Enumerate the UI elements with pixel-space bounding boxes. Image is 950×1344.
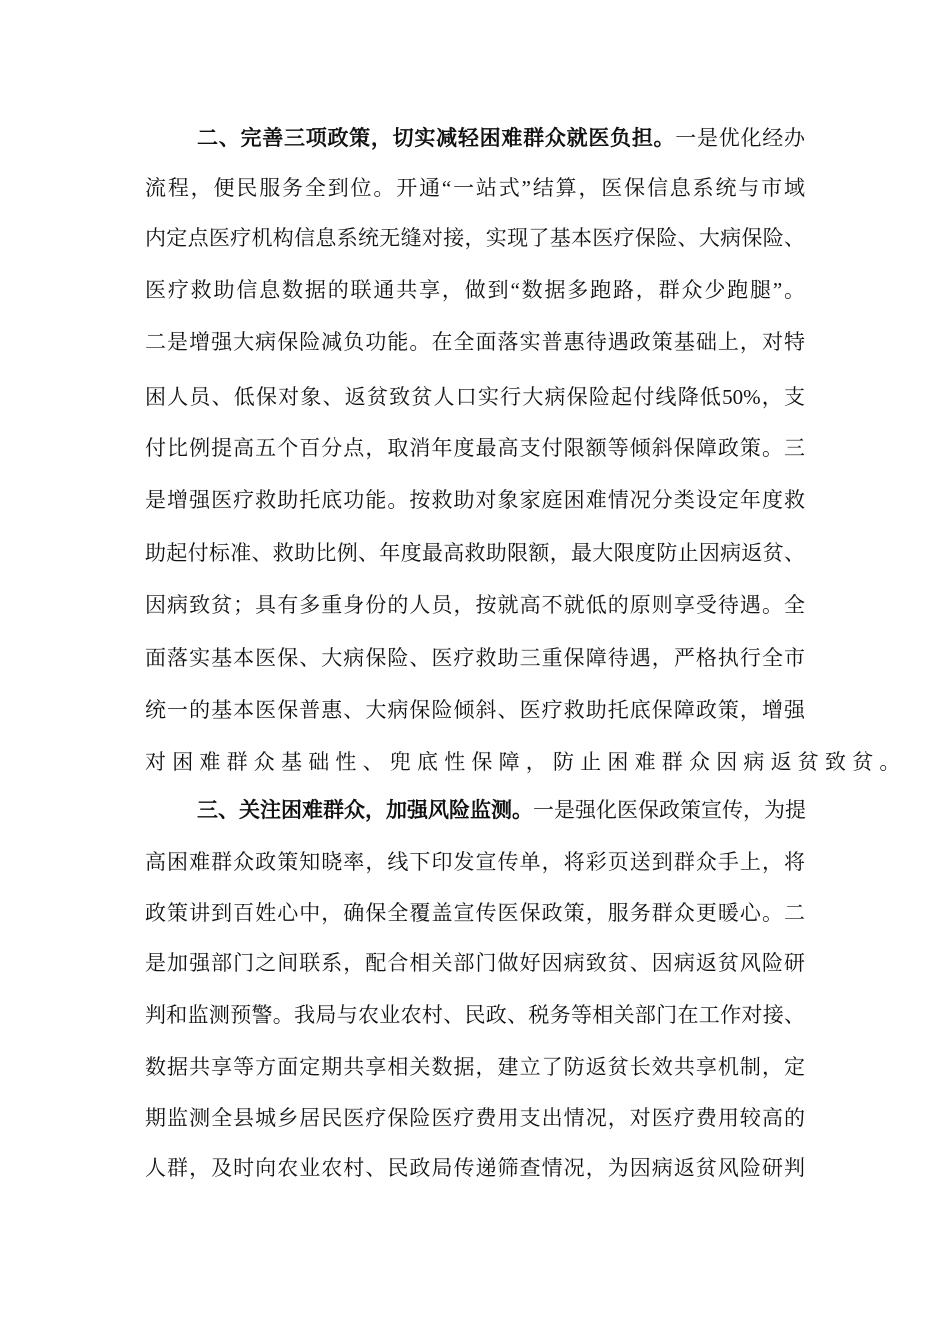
paragraph-line: 人群，及时向农业农村、民政局传递筛查情况，为因病返贫风险研判 [145, 1156, 805, 1180]
text-span: 一是强化医保政策宣传，为提 [533, 798, 806, 822]
paragraph-line: 高困难群众政策知晓率，线下印发宣传单，将彩页送到群众手上，将 [145, 850, 805, 874]
paragraph-line: 因病致贫；具有多重身份的人员，按就高不就低的原则享受待遇。全 [145, 593, 805, 617]
paragraph-line: 是增强医疗救助托底功能。按救助对象家庭困难情况分类设定年度救 [145, 488, 805, 512]
paragraph-line: 统一的基本医保普惠、大病保险倾斜、医疗救助托底保障政策，增强 [145, 698, 805, 722]
section-heading-2: 二、完善三项政策，切实减轻困难群众就医负担。 [197, 126, 676, 150]
section-heading-3: 三、关注困难群众，加强风险监测。 [197, 798, 533, 822]
paragraph-line: 政策讲到百姓心中，确保全覆盖宣传医保政策，服务群众更暖心。二 [145, 901, 805, 925]
paragraph-1-line-1 [197, 123, 805, 153]
paragraph-line: 付比例提高五个百分点，取消年度最高支付限额等倾斜保障政策。三 [145, 436, 805, 460]
text-span: 一是优化经办 [675, 126, 806, 150]
paragraph-line: 困人员、低保对象、返贫致贫人口实行大病保险起付线降低50%，支 [145, 385, 805, 409]
paragraph-line: 二是增强大病保险减负功能。在全面落实普惠待遇政策基础上，对特 [145, 330, 805, 354]
paragraph-line: 是加强部门之间联系，配合相关部门做好因病致贫、因病返贫风险研 [145, 951, 805, 975]
paragraph-line: 流程，便民服务全到位。开通“一站式”结算，医保信息系统与市域 [145, 176, 805, 200]
paragraph-line: 判和监测预警。我局与农业农村、民政、税务等相关部门在工作对接、 [145, 1003, 805, 1027]
paragraph-line: 助起付标准、救助比例、年度最高救助限额，最大限度防止因病返贫、 [145, 541, 805, 565]
paragraph-line: 面落实基本医保、大病保险、医疗救助三重保障待遇，严格执行全市 [145, 646, 805, 670]
paragraph-line: 内定点医疗机构信息系统无缝对接，实现了基本医疗保险、大病保险、 [145, 226, 805, 250]
paragraph-2-line-1 [197, 795, 805, 825]
paragraph-line: 数据共享等方面定期共享相关数据，建立了防返贫长效共享机制，定 [145, 1055, 805, 1079]
paragraph-line: 期监测全县城乡居民医疗保险医疗费用支出情况，对医疗费用较高的 [145, 1106, 805, 1130]
paragraph-line: 医疗救助信息数据的联通共享，做到“数据多跑路，群众少跑腿”。 [145, 278, 805, 302]
paragraph-line: 对困难群众基础性、兜底性保障，防止困难群众因病返贫致贫。 [145, 750, 907, 774]
